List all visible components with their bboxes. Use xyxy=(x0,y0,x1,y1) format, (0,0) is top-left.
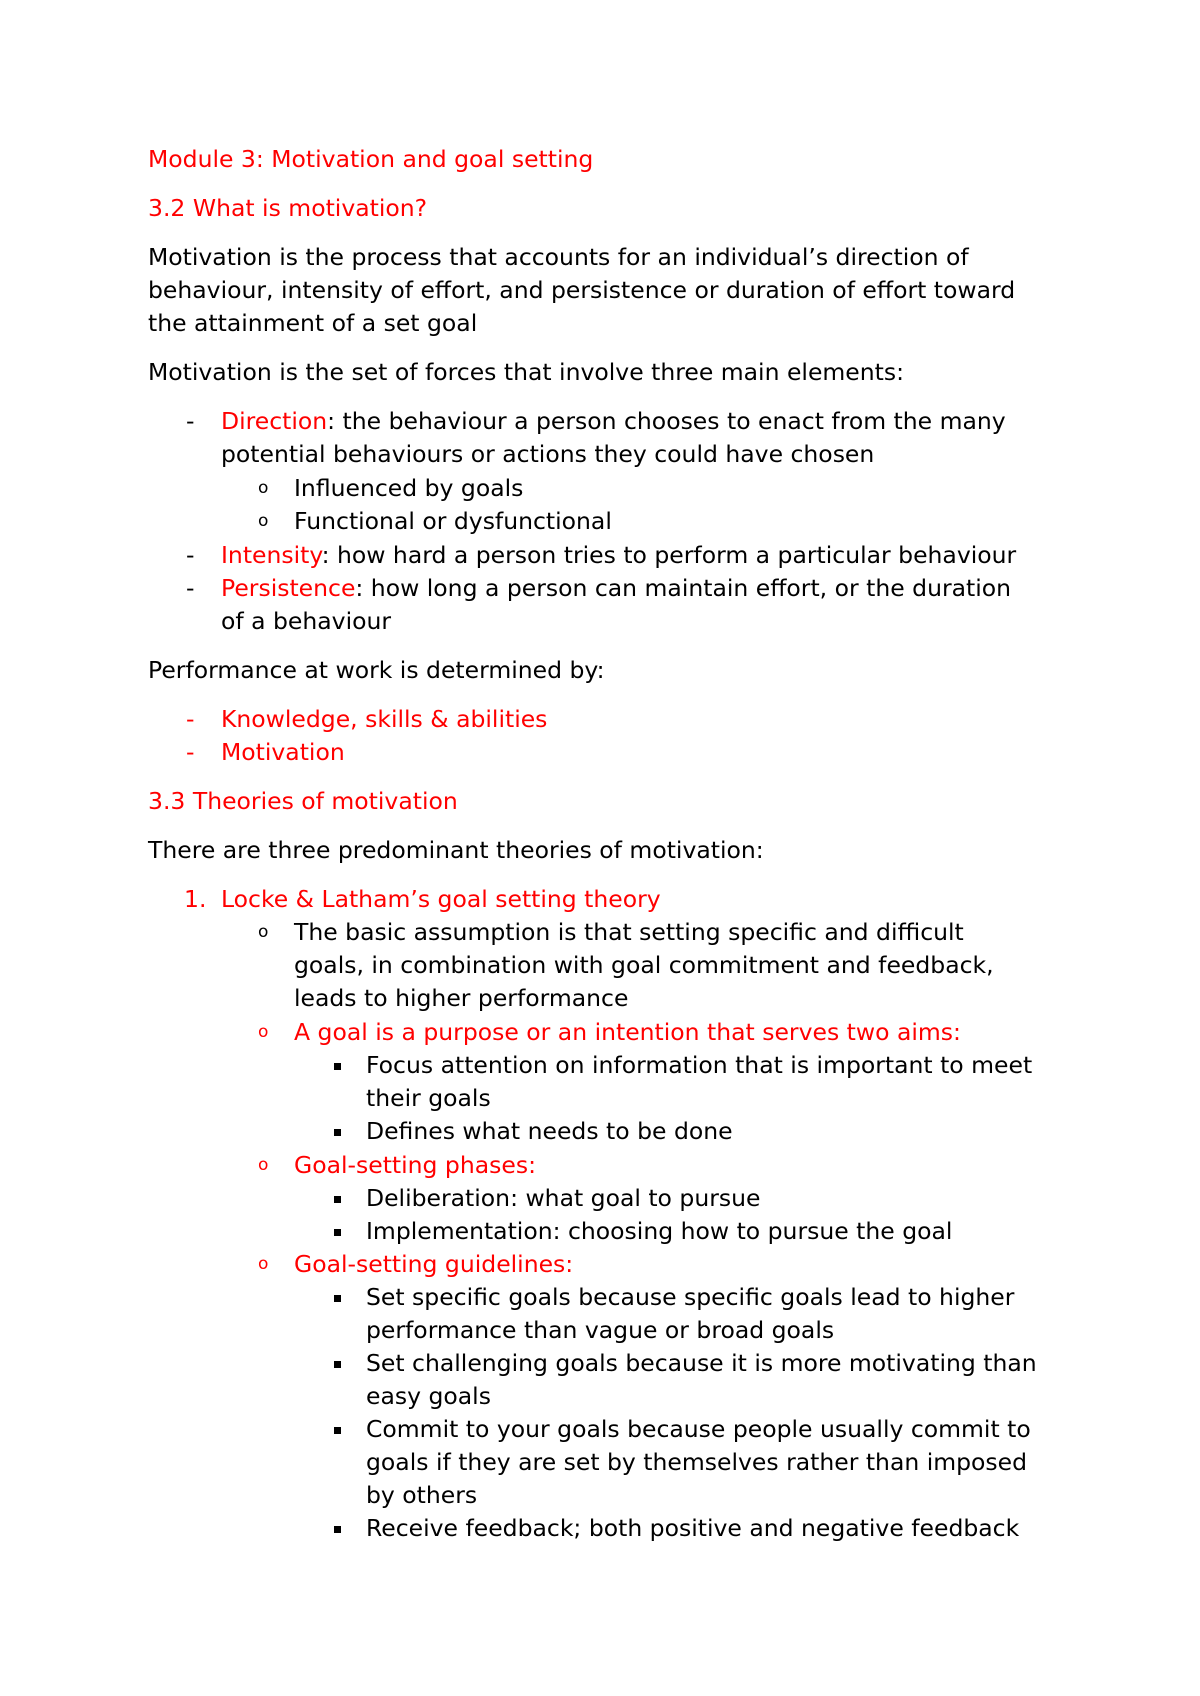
sub-heading-phases: Goal-setting phases: xyxy=(294,1151,537,1179)
section-heading-3-3: 3.3 Theories of motivation xyxy=(148,787,458,815)
paragraph-line: Performance at work is determined by: xyxy=(148,656,605,684)
sub-sub-list-item: Set challenging goals because it is more motivating than xyxy=(366,1349,1037,1377)
circle-bullet: o xyxy=(258,1155,269,1175)
definition-text: : the behaviour a person chooses to enact from the many xyxy=(327,407,1006,435)
list-item-continuation: potential behaviours or actions they could have chosen xyxy=(221,440,875,468)
square-bullet xyxy=(334,1063,341,1070)
numbered-bullet: 1. xyxy=(184,885,207,913)
term-intensity: Intensity xyxy=(221,541,322,569)
sub-list-continuation: goals, in combination with goal commitment and feedback, xyxy=(294,951,994,979)
sub-sub-list-item: Deliberation: what goal to pursue xyxy=(366,1184,761,1212)
sub-list-item: The basic assumption is that setting specific and difficult xyxy=(294,918,964,946)
square-bullet xyxy=(334,1361,341,1368)
circle-bullet: o xyxy=(258,1254,269,1274)
paragraph-line: Motivation is the set of forces that involve three main elements: xyxy=(148,358,905,386)
list-item-intensity xyxy=(221,539,1016,572)
square-bullet xyxy=(334,1229,341,1236)
module-title: Module 3: Motivation and goal setting xyxy=(148,145,594,173)
paragraph-line: There are three predominant theories of motivation: xyxy=(148,836,764,864)
sub-sub-list-continuation: easy goals xyxy=(366,1382,491,1410)
square-bullet xyxy=(334,1295,341,1302)
dash-bullet: - xyxy=(186,705,195,733)
sub-sub-list-item: Defines what needs to be done xyxy=(366,1117,733,1145)
paragraph-line: Motivation is the process that accounts for an individual’s direction of xyxy=(148,243,969,271)
list-item-direction xyxy=(221,405,1006,438)
square-bullet xyxy=(334,1196,341,1203)
paragraph-line: behaviour, intensity of effort, and persistence or duration of effort toward xyxy=(148,276,1016,304)
dash-bullet: - xyxy=(186,738,195,766)
circle-bullet: o xyxy=(258,1022,269,1042)
sub-sub-list-item: Receive feedback; both positive and negative feedback xyxy=(366,1514,1020,1542)
performance-item: Motivation xyxy=(221,738,345,766)
circle-bullet: o xyxy=(258,478,269,498)
square-bullet xyxy=(334,1427,341,1434)
sub-sub-list-item: Implementation: choosing how to pursue the goal xyxy=(366,1217,953,1245)
sub-sub-list-continuation: goals if they are set by themselves rather than imposed xyxy=(366,1448,1028,1476)
paragraph-line: the attainment of a set goal xyxy=(148,309,478,337)
theory-title: Locke & Latham’s goal setting theory xyxy=(221,885,661,913)
circle-bullet: o xyxy=(258,922,269,942)
dash-bullet: - xyxy=(186,407,195,435)
sub-sub-list-continuation: performance than vague or broad goals xyxy=(366,1316,835,1344)
sub-list-continuation: leads to higher performance xyxy=(294,984,629,1012)
sub-sub-list-item: Commit to your goals because people usually commit to xyxy=(366,1415,1031,1443)
circle-bullet: o xyxy=(258,511,269,531)
list-item-continuation: of a behaviour xyxy=(221,607,392,635)
performance-item: Knowledge, skills & abilities xyxy=(221,705,548,733)
dash-bullet: - xyxy=(186,574,195,602)
section-heading-3-2: 3.2 What is motivation? xyxy=(148,194,428,222)
list-item-persistence xyxy=(221,572,1011,605)
sub-heading-goal-definition: A goal is a purpose or an intention that serves two aims: xyxy=(294,1018,961,1046)
square-bullet xyxy=(334,1129,341,1136)
sub-sub-list-continuation: by others xyxy=(366,1481,478,1509)
term-direction: Direction xyxy=(221,407,328,435)
definition-text: : how long a person can maintain effort, or the duration xyxy=(355,574,1012,602)
square-bullet xyxy=(334,1526,341,1533)
sub-sub-list-item: Focus attention on information that is important to meet xyxy=(366,1051,1033,1079)
dash-bullet: - xyxy=(186,541,195,569)
sub-list-item: Influenced by goals xyxy=(294,474,524,502)
term-persistence: Persistence xyxy=(221,574,356,602)
sub-heading-guidelines: Goal-setting guidelines: xyxy=(294,1250,574,1278)
sub-sub-list-item: Set specific goals because specific goals lead to higher xyxy=(366,1283,1015,1311)
sub-sub-list-continuation: their goals xyxy=(366,1084,491,1112)
sub-list-item: Functional or dysfunctional xyxy=(294,507,612,535)
definition-text: : how hard a person tries to perform a particular behaviour xyxy=(321,541,1017,569)
